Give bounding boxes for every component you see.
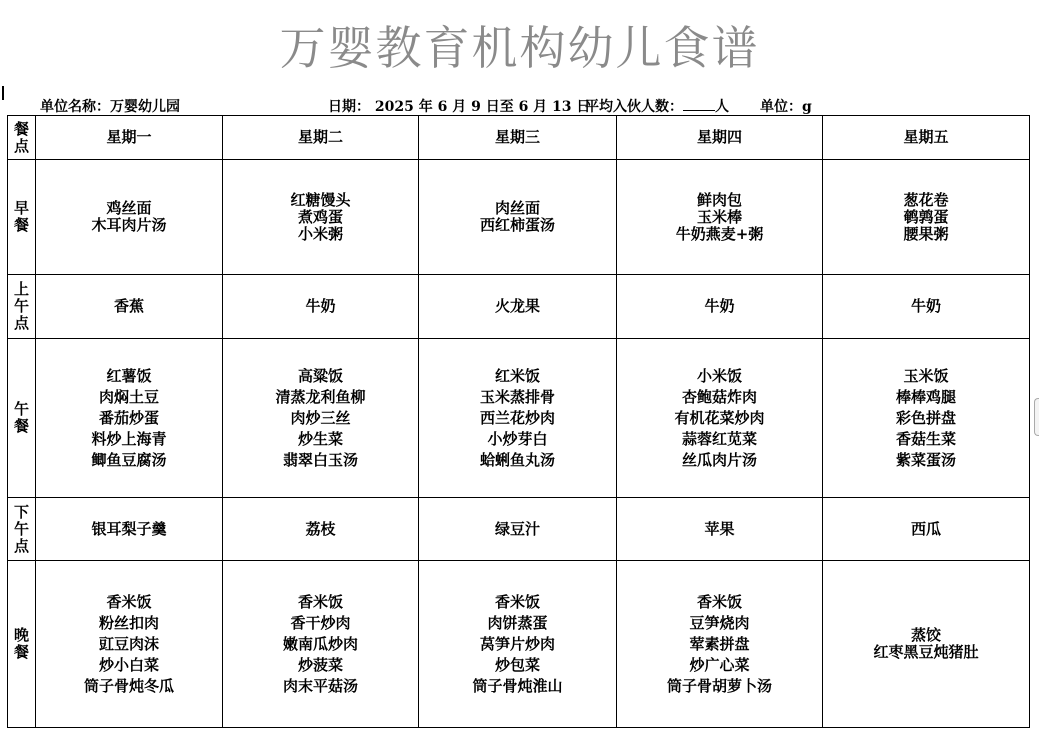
avg-attendance-unit: 人 <box>715 99 729 115</box>
meal-row-lunch <box>8 339 1030 498</box>
dish-item: 炒生菜 <box>297 429 343 448</box>
dish-item: 绿豆汁 <box>494 519 540 538</box>
dish-item: 筒子骨炖冬瓜 <box>83 676 174 695</box>
menu-cell-tue <box>223 339 419 498</box>
dish-item: 鲫鱼豆腐汤 <box>91 450 167 469</box>
meal-label-char: 餐 <box>13 216 29 234</box>
menu-cell-mon <box>36 275 223 339</box>
dish-item: 荤素拼盘 <box>689 634 750 653</box>
menu-cell-mon <box>36 561 223 728</box>
dish-item: 小炒芽白 <box>487 429 548 448</box>
dish-item: 肉末平菇汤 <box>282 676 358 695</box>
meal-row-breakfast <box>8 160 1030 275</box>
dish-item: 火龙果 <box>494 297 540 315</box>
dish-item: 红糖馒头 <box>290 190 351 209</box>
dish-item: 番茄炒蛋 <box>98 408 159 427</box>
dish-item: 蛤蜊鱼丸汤 <box>479 450 555 469</box>
meal-header-char: 餐 <box>13 119 29 138</box>
meal-label <box>8 160 36 275</box>
dish-item: 嫩南瓜炒肉 <box>282 634 358 653</box>
menu-cell-tue <box>223 561 419 728</box>
dish-item: 葱花卷 <box>903 190 949 209</box>
dish-item: 玉米棒 <box>696 207 742 226</box>
meal-label-char: 餐 <box>13 643 29 661</box>
dish-item: 鲜肉包 <box>696 190 742 209</box>
dish-item: 棒棒鸡腿 <box>895 387 956 406</box>
day-header-mon: 星期一 <box>36 116 223 160</box>
menu-cell-thu <box>617 339 823 498</box>
dish-item: 炒小白菜 <box>98 655 159 674</box>
dish-item: 牛奶 <box>704 297 735 315</box>
meal-label-char: 上 <box>13 280 29 298</box>
day-header-tue: 星期二 <box>223 116 419 160</box>
menu-cell-mon <box>36 498 223 561</box>
dish-item: 香米饭 <box>696 592 742 611</box>
dish-item: 香蕉 <box>113 297 144 315</box>
header-row <box>8 116 1030 160</box>
dish-item: 蒸饺 <box>910 626 941 644</box>
dish-item: 西红柿蛋汤 <box>479 216 555 234</box>
dish-item: 西瓜 <box>910 519 941 538</box>
meal-column-header <box>8 116 36 160</box>
menu-cell-fri <box>823 561 1030 728</box>
menu-cell-tue <box>223 498 419 561</box>
meal-label-char: 点 <box>13 314 29 332</box>
dish-item: 牛奶燕麦+粥 <box>675 224 764 243</box>
meal-label-char: 点 <box>13 536 29 555</box>
menu-cell-fri <box>823 498 1030 561</box>
dish-item: 荔枝 <box>305 519 336 538</box>
dish-item: 肉炒三丝 <box>290 408 351 427</box>
menu-cell-mon <box>36 160 223 275</box>
dish-item: 高粱饭 <box>297 366 343 385</box>
menu-cell-thu <box>617 561 823 728</box>
dish-item: 筒子骨炖淮山 <box>472 676 563 695</box>
dish-item: 有机花菜炒肉 <box>674 408 765 427</box>
dish-item: 炒广心菜 <box>689 655 750 674</box>
dish-item: 玉米饭 <box>903 366 949 385</box>
dish-item: 腰果粥 <box>903 224 949 243</box>
day-header-wed: 星期三 <box>419 116 617 160</box>
dish-item: 紫菜蛋汤 <box>895 450 956 469</box>
dish-item: 杏鲍菇炸肉 <box>681 387 757 406</box>
dish-item: 炒菠菜 <box>297 655 343 674</box>
meal-label-char: 餐 <box>13 417 29 435</box>
menu-cell-thu <box>617 498 823 561</box>
dish-item: 小米粥 <box>297 224 343 243</box>
dish-item: 肉丝面 <box>494 199 540 217</box>
dish-item: 料炒上海青 <box>91 429 167 448</box>
dish-item: 肉饼蒸蛋 <box>487 613 548 632</box>
dish-item: 丝瓜肉片汤 <box>681 450 757 469</box>
dish-item: 小米饭 <box>696 366 742 385</box>
menu-table <box>7 115 1030 728</box>
menu-cell-fri <box>823 339 1030 498</box>
avg-attendance <box>585 96 729 116</box>
dish-item: 煮鸡蛋 <box>297 207 343 226</box>
meal-label-char: 下 <box>13 502 29 521</box>
meal-row-morning-snack <box>8 275 1030 339</box>
dish-item: 玉米蒸排骨 <box>479 387 555 406</box>
document-title: 万婴教育机构幼儿食谱 <box>279 21 760 75</box>
dish-item: 红薯饭 <box>106 366 152 385</box>
dish-item: 翡翠白玉汤 <box>282 450 358 469</box>
meal-label-char: 午 <box>13 400 29 418</box>
dish-item: 红枣黑豆炖猪肚 <box>873 643 979 661</box>
date-range: 日期： 2025 年 6 月 9 日至 6 月 13 日 <box>328 99 591 115</box>
dish-item: 炒包菜 <box>494 655 540 674</box>
dish-item: 粉丝扣肉 <box>98 613 159 632</box>
meal-label <box>8 561 36 728</box>
dish-item: 香米饭 <box>106 592 152 611</box>
menu-cell-mon <box>36 339 223 498</box>
weight-unit: 单位：g <box>760 99 812 115</box>
menu-cell-fri <box>823 160 1030 275</box>
meal-label-char: 午 <box>13 297 29 315</box>
menu-cell-tue <box>223 275 419 339</box>
dish-item: 木耳肉片汤 <box>91 216 167 234</box>
avg-attendance-blank[interactable] <box>683 98 715 111</box>
menu-cell-wed <box>419 339 617 498</box>
meal-label-char: 午 <box>13 519 29 538</box>
menu-cell-wed <box>419 275 617 339</box>
dish-item: 西兰花炒肉 <box>479 408 555 427</box>
dish-item: 苹果 <box>704 519 735 538</box>
day-header-thu: 星期四 <box>617 116 823 160</box>
meal-header-char: 点 <box>13 136 29 155</box>
text-cursor <box>2 86 4 100</box>
dish-item: 豇豆肉沫 <box>98 634 159 653</box>
dish-item: 红米饭 <box>494 366 540 385</box>
dish-item: 香米饭 <box>494 592 540 611</box>
dish-item: 牛奶 <box>305 297 336 315</box>
meal-row-afternoon-snack <box>8 498 1030 561</box>
dish-item: 银耳梨子羹 <box>91 519 167 538</box>
dish-item: 香菇生菜 <box>895 429 956 448</box>
menu-cell-tue <box>223 160 419 275</box>
menu-cell-fri <box>823 275 1030 339</box>
dish-item: 肉焖土豆 <box>98 387 159 406</box>
unit-name: 单位名称：万婴幼儿园 <box>40 99 180 115</box>
meal-label <box>8 339 36 498</box>
dish-item: 豆笋烧肉 <box>689 613 750 632</box>
dish-item: 筒子骨胡萝卜汤 <box>666 676 772 695</box>
meal-label-char: 早 <box>13 199 29 217</box>
dish-item: 香干炒肉 <box>290 613 351 632</box>
dish-item: 清蒸龙利鱼柳 <box>275 387 366 406</box>
meal-row-dinner <box>8 561 1030 728</box>
menu-cell-thu <box>617 275 823 339</box>
dish-item: 鹌鹑蛋 <box>903 207 949 226</box>
meal-label <box>8 275 36 339</box>
dish-item: 莴笋片炒肉 <box>479 634 555 653</box>
meal-label <box>8 498 36 561</box>
avg-attendance-label: 平均入伙人数： <box>585 99 683 115</box>
dish-item: 彩色拼盘 <box>895 408 956 427</box>
menu-cell-wed <box>419 160 617 275</box>
menu-cell-thu <box>617 160 823 275</box>
dish-item: 牛奶 <box>910 297 941 315</box>
menu-cell-wed <box>419 498 617 561</box>
menu-cell-wed <box>419 561 617 728</box>
day-header-fri: 星期五 <box>823 116 1030 160</box>
meal-label-char: 晚 <box>13 626 29 644</box>
dish-item: 鸡丝面 <box>106 199 152 217</box>
dish-item: 蒜蓉红苋菜 <box>681 429 757 448</box>
dish-item: 香米饭 <box>297 592 343 611</box>
scroll-handle[interactable] <box>1034 398 1039 436</box>
